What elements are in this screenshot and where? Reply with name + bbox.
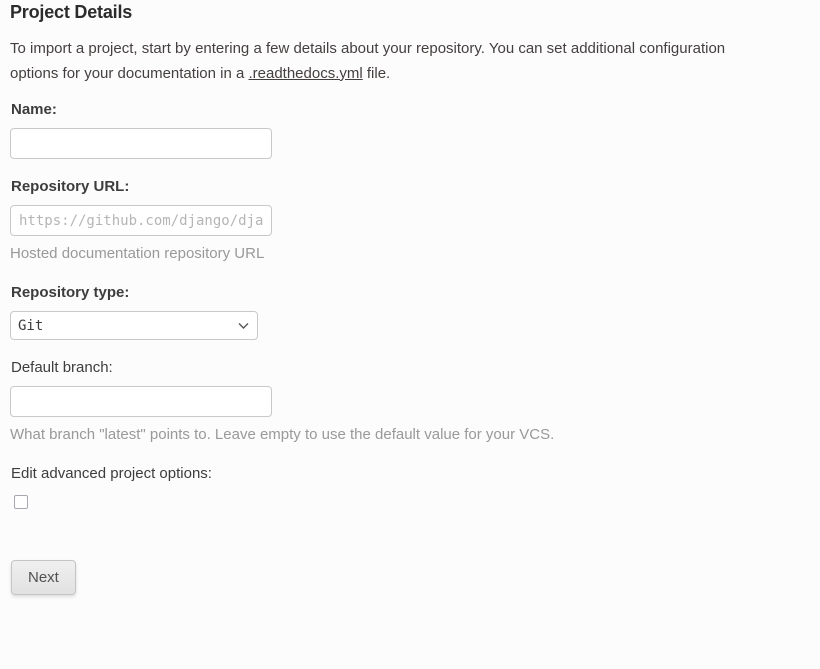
repository-url-label: Repository URL: xyxy=(11,178,130,195)
repository-url-input[interactable] xyxy=(10,205,272,236)
repository-type-label: Repository type: xyxy=(11,284,130,301)
readthedocs-yml-link[interactable]: .readthedocs.yml xyxy=(248,64,363,82)
name-field-group xyxy=(10,102,810,159)
intro-line-2 xyxy=(10,62,810,87)
advanced-options-checkbox[interactable] xyxy=(14,495,28,509)
default-branch-field-group xyxy=(10,360,810,443)
default-branch-help: What branch "latest" points to. Leave empty to use the default value for your VCS. xyxy=(10,426,555,443)
intro-line-2-after: file. xyxy=(362,64,391,82)
intro-line-2-before: options for your documentation in a xyxy=(10,64,249,82)
page-title: Project Details xyxy=(10,2,133,22)
repository-type-field-group xyxy=(10,285,810,340)
repository-type-select[interactable] xyxy=(10,311,258,340)
next-button[interactable]: Next xyxy=(11,560,76,595)
intro-line-1: To import a project, start by entering a few details about your repository. You can set additional configuration xyxy=(10,40,726,57)
default-branch-input[interactable] xyxy=(10,386,272,417)
import-project-form xyxy=(10,102,810,595)
repository-url-help: Hosted documentation repository URL xyxy=(10,245,265,262)
repository-type-select-wrap xyxy=(10,311,258,340)
intro-paragraph xyxy=(10,37,810,86)
advanced-options-field-group xyxy=(10,466,810,509)
name-input[interactable] xyxy=(10,128,272,159)
repository-url-field-group xyxy=(10,179,810,262)
advanced-options-label: Edit advanced project options: xyxy=(11,465,212,482)
default-branch-label: Default branch: xyxy=(11,359,113,376)
name-label: Name: xyxy=(11,101,57,118)
